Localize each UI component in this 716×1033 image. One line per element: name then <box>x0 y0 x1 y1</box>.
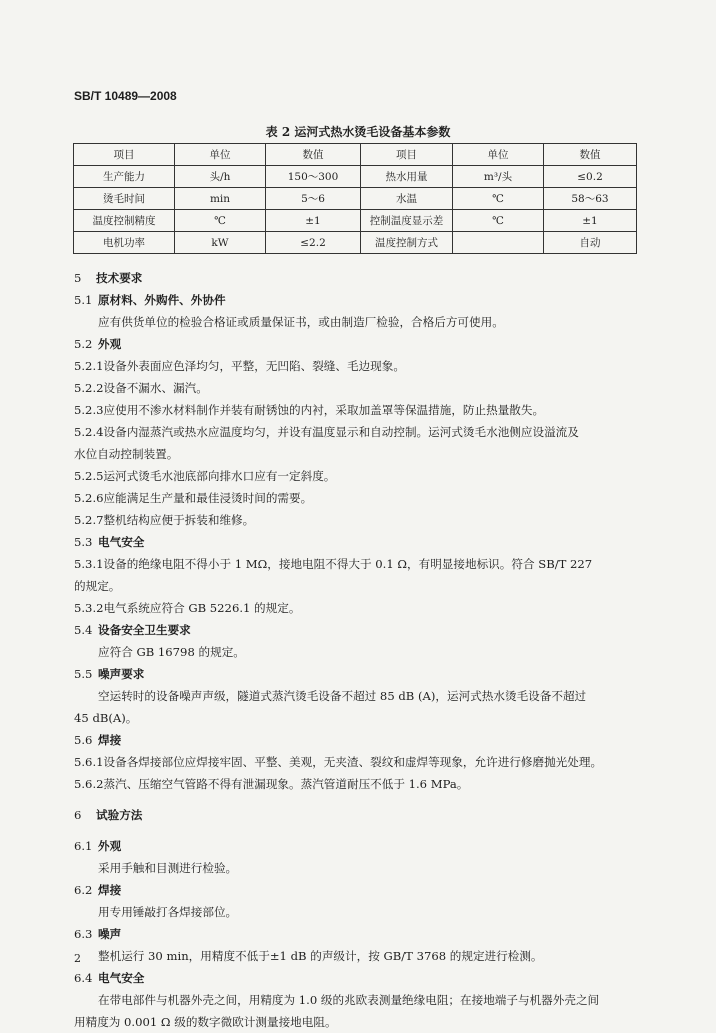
clause-number: 5.3.2 <box>74 601 104 615</box>
clause-item <box>74 487 640 509</box>
clause-text: 45 dB(A)。 <box>74 711 138 725</box>
clause-text: 设备外表面应色泽均匀，平整，无凹陷、裂缝、毛边现象。 <box>103 359 405 373</box>
spacer <box>74 826 640 835</box>
clause-text: 用精度为 0.001 Ω 级的数字微欧计测量接地电阻。 <box>74 1015 337 1029</box>
subsection-heading <box>74 663 640 685</box>
clause-number: 5.6.2 <box>74 777 104 791</box>
table-cell: kW <box>175 232 266 254</box>
table-cell: 5～6 <box>266 188 361 210</box>
clause-number: 5.2 <box>74 337 93 351</box>
table-cell: ±1 <box>544 210 637 232</box>
table-cell: 电机功率 <box>74 232 175 254</box>
clause-text: 应能满足生产量和最佳浸烫时间的需要。 <box>103 491 313 505</box>
clause-number: 5.6 <box>74 733 93 747</box>
header-cell: 单位 <box>175 144 266 166</box>
clause-text: 空运转时的设备噪声声级，隧道式蒸汽烫毛设备不超过 85 dB (A)，运河式热水烫毛设备不超过 <box>98 689 587 703</box>
clause-number: 5.2.3 <box>74 403 104 417</box>
clause-text: 电气安全 <box>98 535 145 549</box>
clause-text: 设备安全卫生要求 <box>98 623 191 637</box>
clause-text: 外观 <box>98 337 122 351</box>
clause-number: 5.3 <box>74 535 93 549</box>
clause-text: 电气安全 <box>98 971 145 985</box>
subsection-heading <box>74 879 640 901</box>
table-cell: ℃ <box>175 210 266 232</box>
clause-item <box>74 553 640 575</box>
clause-text: 噪声要求 <box>98 667 145 681</box>
table-cell: 58～63 <box>544 188 637 210</box>
clause-number: 5 <box>74 271 82 285</box>
header-cell: 数值 <box>544 144 637 166</box>
spacer <box>74 795 640 804</box>
table-cell: ℃ <box>453 188 544 210</box>
clause-text: 焊接 <box>98 733 122 747</box>
section-heading <box>74 804 640 826</box>
table-cell: min <box>175 188 266 210</box>
clause-number: 6.2 <box>74 883 93 897</box>
clause-text: 运河式烫毛水池底部向排水口应有一定斜度。 <box>103 469 336 483</box>
clause-number: 5.3.1 <box>74 557 104 571</box>
header-cell: 项目 <box>74 144 175 166</box>
subsection-heading <box>74 289 640 311</box>
clause-item <box>74 509 640 531</box>
table-cell: 生产能力 <box>74 166 175 188</box>
table-cell: ±1 <box>266 210 361 232</box>
clause-text: 电气系统应符合 GB 5226.1 的规定。 <box>103 601 301 615</box>
clause-text: 外观 <box>98 839 122 853</box>
table-cell: 温度控制方式 <box>361 232 453 254</box>
table-header-row <box>74 144 637 166</box>
clause-item <box>74 377 640 399</box>
section-heading <box>74 267 640 289</box>
subsection-heading <box>74 967 640 989</box>
clause-text: 水位自动控制装置。 <box>74 447 179 461</box>
paragraph-line <box>74 989 640 1011</box>
table-cell <box>453 232 544 254</box>
clause-number: 5.1 <box>74 293 93 307</box>
paragraph-line <box>74 641 640 663</box>
subsection-heading <box>74 835 640 857</box>
clause-item <box>74 399 640 421</box>
clause-number: 5.2.4 <box>74 425 104 439</box>
clause-number: 6.3 <box>74 927 93 941</box>
subsection-heading <box>74 729 640 751</box>
clause-item <box>74 751 640 773</box>
clause-number: 6.1 <box>74 839 93 853</box>
clause-text: 采用手触和目测进行检验。 <box>98 861 238 875</box>
clause-text: 设备不漏水、漏汽。 <box>103 381 208 395</box>
clause-text: 原材料、外购件、外协件 <box>98 293 226 307</box>
clause-number: 5.2.2 <box>74 381 104 395</box>
clause-text: 设备的绝缘电阻不得小于 1 MΩ，接地电阻不得大于 0.1 Ω，有明显接地标识。符合 SB/T 227 <box>103 557 593 571</box>
clause-text: 试验方法 <box>96 808 143 822</box>
header-cell: 单位 <box>453 144 544 166</box>
clause-number: 5.2.7 <box>74 513 104 527</box>
subsection-heading <box>74 333 640 355</box>
table-cell: ℃ <box>453 210 544 232</box>
clause-text: 整机结构应便于拆装和维修。 <box>103 513 255 527</box>
table-row <box>74 210 637 232</box>
subsection-heading <box>74 531 640 553</box>
clause-item <box>74 465 640 487</box>
clause-number: 5.5 <box>74 667 93 681</box>
clause-text: 应有供货单位的检验合格证或质量保证书，或由制造厂检验，合格后方可使用。 <box>98 315 504 329</box>
clause-item <box>74 421 640 443</box>
continuation-line <box>74 575 640 597</box>
clause-text: 技术要求 <box>96 271 143 285</box>
table-cell: 头/h <box>175 166 266 188</box>
table-cell: 温度控制精度 <box>74 210 175 232</box>
clause-text: 在带电部件与机器外壳之间，用精度为 1.0 级的兆欧表测量绝缘电阻；在接地端子与机器外壳之间 <box>98 993 600 1007</box>
table-cell: 自动 <box>544 232 637 254</box>
clause-number: 5.2.6 <box>74 491 104 505</box>
clause-text: 蒸汽、压缩空气管路不得有泄漏现象。蒸汽管道耐压不低于 1.6 MPa。 <box>103 777 469 791</box>
header-cell: 数值 <box>266 144 361 166</box>
table-cell: 150～300 <box>266 166 361 188</box>
paragraph-line <box>74 857 640 879</box>
clause-text: 用专用锤敲打各焊接部位。 <box>98 905 238 919</box>
document-code-header: SB/T 10489—2008 <box>74 89 177 103</box>
paragraph-line <box>74 685 640 707</box>
clause-text: 的规定。 <box>74 579 121 593</box>
clause-item <box>74 597 640 619</box>
clause-item <box>74 355 640 377</box>
continuation-line <box>74 443 640 465</box>
header-cell: 项目 <box>361 144 453 166</box>
clause-text: 噪声 <box>98 927 122 941</box>
paragraph-line <box>74 945 640 967</box>
clause-number: 5.6.1 <box>74 755 104 769</box>
table-row <box>74 232 637 254</box>
continuation-line <box>74 1011 640 1033</box>
table-cell: ≤0.2 <box>544 166 637 188</box>
clause-text: 设备各焊接部位应焊接牢固、平整、美观，无夹渣、裂纹和虚焊等现象，允许进行修磨抛光处理。 <box>103 755 603 769</box>
document-body <box>74 267 640 1033</box>
paragraph-line <box>74 901 640 923</box>
table-cell: 热水用量 <box>361 166 453 188</box>
clause-text: 应符合 GB 16798 的规定。 <box>98 645 245 659</box>
clause-number: 5.2.5 <box>74 469 104 483</box>
clause-text: 焊接 <box>98 883 122 897</box>
subsection-heading <box>74 923 640 945</box>
continuation-line <box>74 707 640 729</box>
table-cell: 水温 <box>361 188 453 210</box>
table-cell: 烫毛时间 <box>74 188 175 210</box>
clause-item <box>74 773 640 795</box>
parameters-table <box>73 143 637 254</box>
table-row <box>74 188 637 210</box>
table-cell: ≤2.2 <box>266 232 361 254</box>
table-cell: 控制温度显示差 <box>361 210 453 232</box>
clause-number: 6.4 <box>74 971 93 985</box>
clause-text: 应使用不渗水材料制作并装有耐锈蚀的内衬，采取加盖罩等保温措施，防止热量散失。 <box>103 403 545 417</box>
clause-number: 6 <box>74 808 82 822</box>
table-row <box>74 166 637 188</box>
page-number: 2 <box>74 952 81 965</box>
clause-number: 5.2.1 <box>74 359 104 373</box>
paragraph-line <box>74 311 640 333</box>
clause-number: 5.4 <box>74 623 93 637</box>
clause-text: 整机运行 30 min，用精度不低于±1 dB 的声级计，按 GB/T 3768 的规定进行检测。 <box>98 949 543 963</box>
table-caption: 表 2 运河式热水烫毛设备基本参数 <box>265 125 451 139</box>
subsection-heading <box>74 619 640 641</box>
table-cell: m³/头 <box>453 166 544 188</box>
clause-text: 设备内湿蒸汽或热水应温度均匀，并设有温度显示和自动控制。运河式烫毛水池侧应设溢流及 <box>103 425 579 439</box>
